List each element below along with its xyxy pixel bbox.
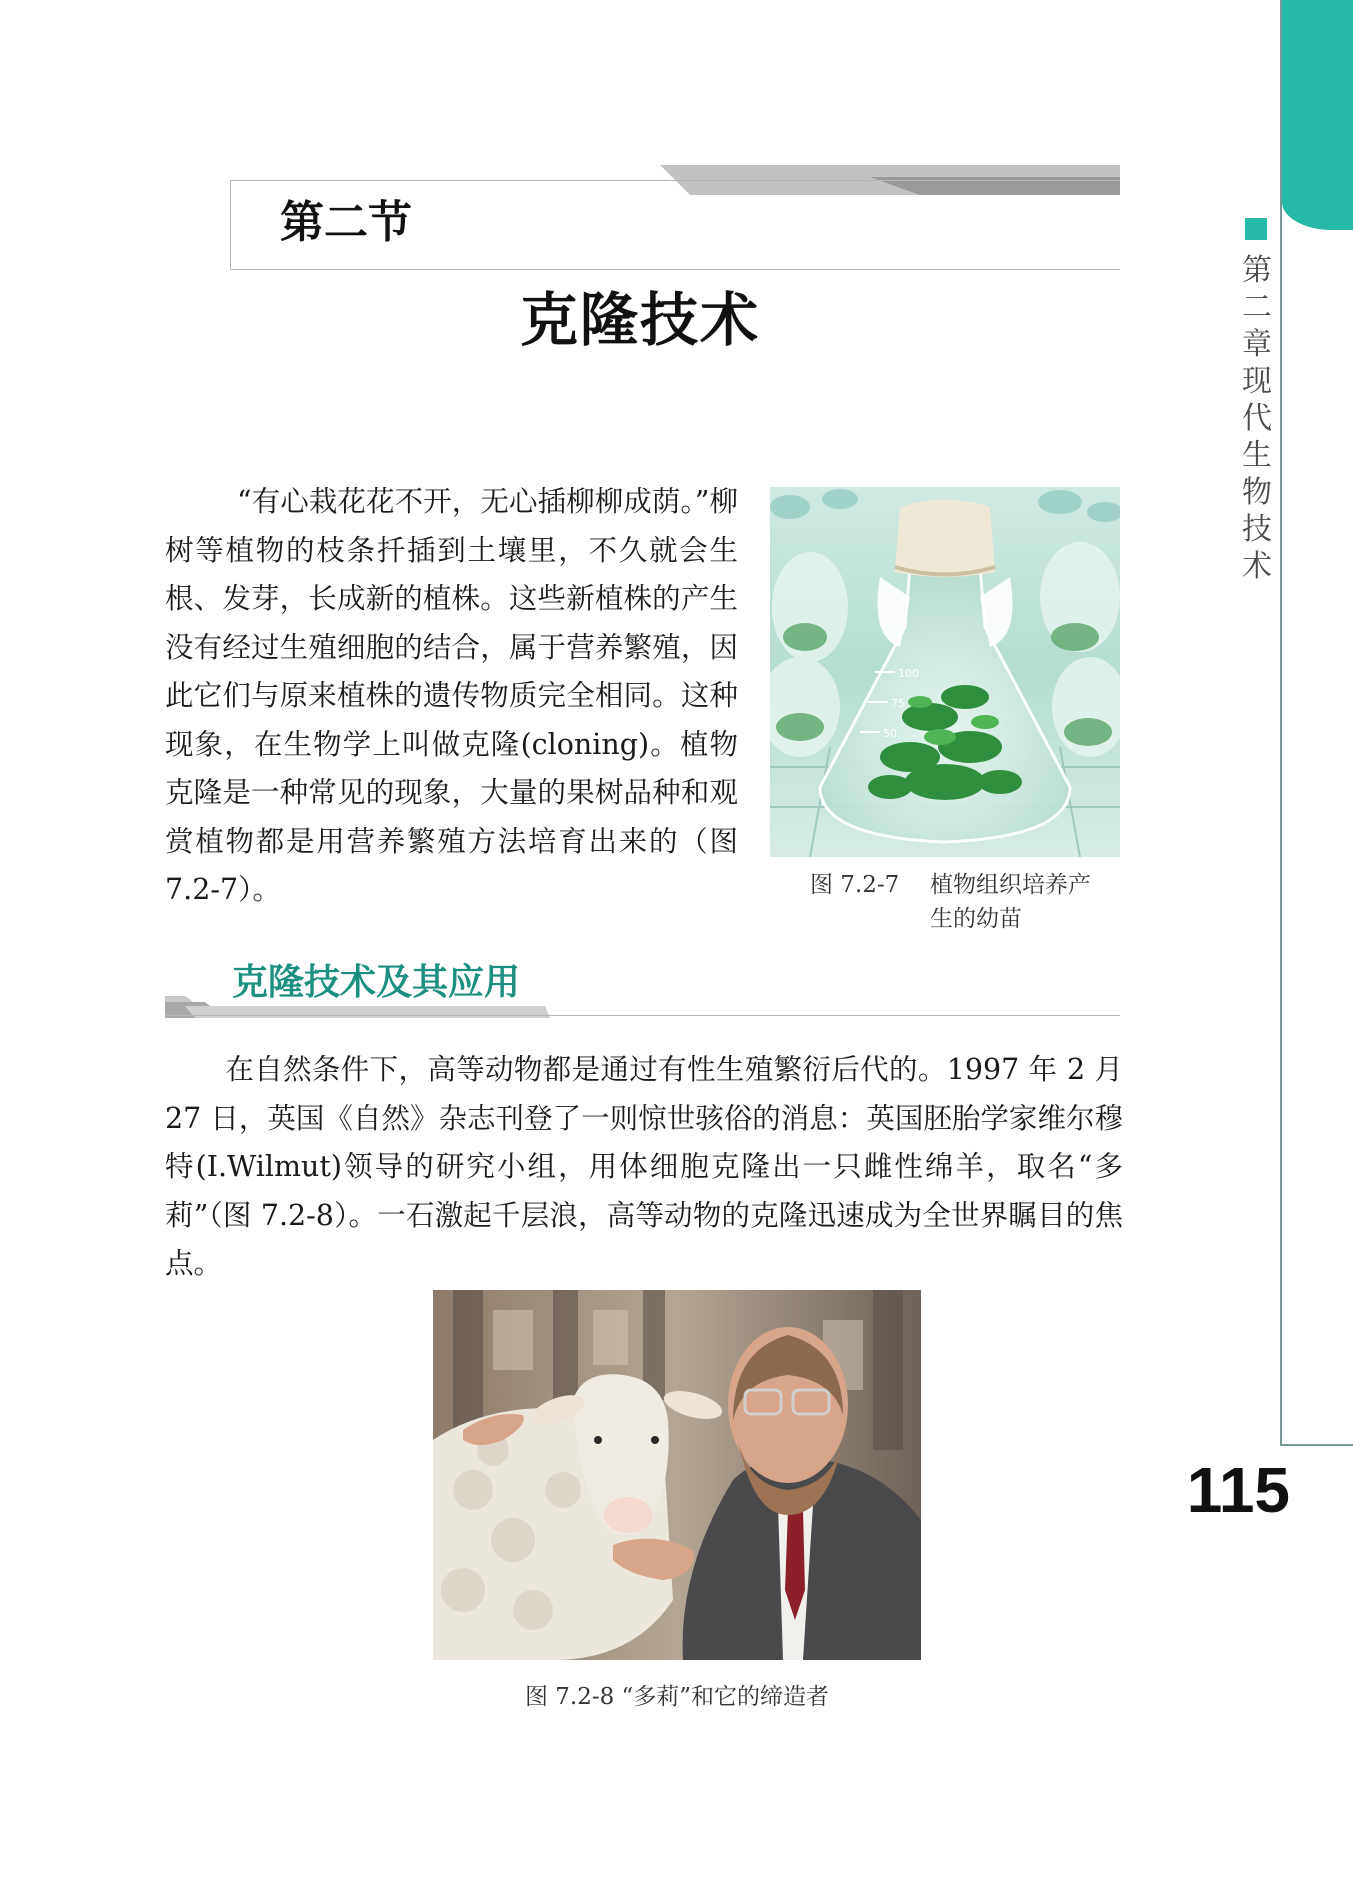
main-paragraph bbox=[165, 1046, 1123, 1289]
margin-rule bbox=[1280, 0, 1282, 1445]
page-number-rule bbox=[1280, 1444, 1353, 1446]
flask-mark-100: 100 bbox=[898, 667, 919, 680]
subsection-rule bbox=[165, 1015, 1120, 1016]
flask-mark-75: 75 bbox=[891, 697, 905, 710]
section-label: 第二节 bbox=[280, 197, 412, 248]
intro-paragraph-text: “有心栽花花不开，无心插柳柳成荫。”柳树等植物的枝条扦插到土壤里，不久就会生根、发芽，长成新的植株。这些新植株的产生没有经过生殖细胞的结合，属于营养繁殖，因此它们与原来植株的遗传物质完全相同。这种现象，在生物学上叫做克隆(cloning)。植物克隆是一种常见的现象，大量的果树品种和观赏植物都是用营养繁殖方法培育出来的（图 7.2-7）。 bbox=[165, 485, 738, 906]
page-title: 克隆技术 bbox=[520, 286, 761, 354]
dolly-photo bbox=[433, 1290, 921, 1660]
main-paragraph-text: 在自然条件下，高等动物都是通过有性生殖繁衍后代的。1997 年 2 月 27 日，英国《自然》杂志刊登了一则惊世骇俗的消息：英国胚胎学家维尔穆特(I.Wilmut)领导的研究小组，用体细胞克隆出一只雌性绵羊，取名“多莉”（图 7.2-8）。一石激起千层浪，高等动物的克隆迅速成为全世界瞩目的焦点。 bbox=[165, 1053, 1123, 1280]
flask-mark-50: 50 bbox=[883, 727, 897, 740]
chapter-tab bbox=[1282, 0, 1353, 230]
intro-paragraph bbox=[165, 478, 738, 915]
figure-caption-dolly: 图 7.2-8 “多莉”和它的缔造者 bbox=[524, 1684, 830, 1710]
page-number: 115 bbox=[1186, 1454, 1290, 1526]
chapter-title-vertical: 第二章 现代生物技术 bbox=[1242, 253, 1272, 584]
plant-culture-photo bbox=[770, 487, 1120, 857]
figure-number: 图 7.2-7 bbox=[810, 872, 900, 898]
subsection-title: 克隆技术及其应用 bbox=[232, 962, 521, 1003]
chapter-marker-square bbox=[1245, 218, 1267, 240]
figure-caption: 植物组织培养产生的幼苗 bbox=[930, 872, 1091, 932]
